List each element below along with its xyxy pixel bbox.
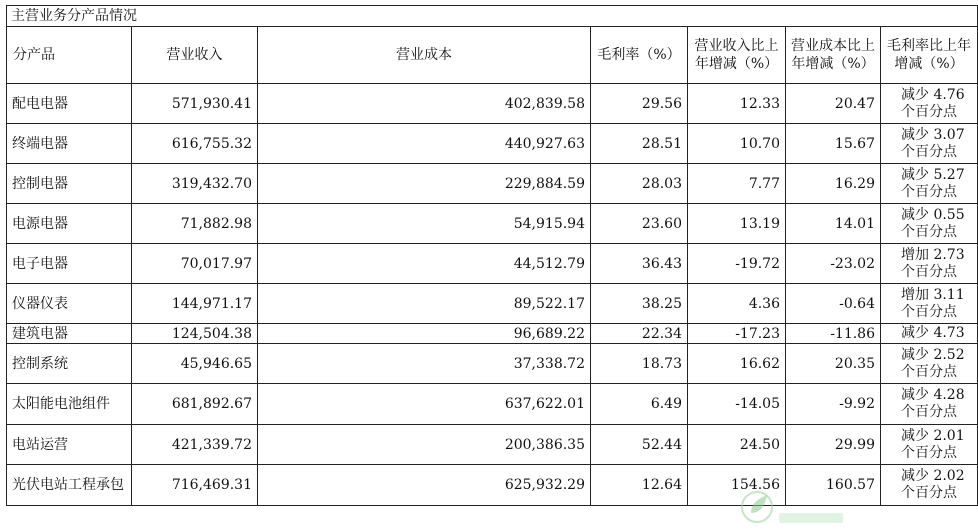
column-header: 营业收入比上年增减（%） [688, 27, 786, 84]
table-title: 主营业务分产品情况 [7, 6, 978, 27]
cost-change-cell: 14.01 [786, 204, 881, 244]
table-row [7, 164, 978, 204]
revenue-cell: 124,504.38 [132, 324, 258, 344]
cost-cell: 440,927.63 [258, 124, 591, 164]
margin-change-cell: 增加 2.73 个百分点 [881, 244, 978, 284]
table-row [7, 284, 978, 324]
margin-change-cell: 减少 2.01 个百分点 [881, 425, 978, 465]
table-row [7, 84, 978, 124]
revenue-cell: 45,946.65 [132, 344, 258, 384]
revenue-change-cell: 12.33 [688, 84, 786, 124]
product-revenue-table [6, 5, 978, 506]
column-header: 毛利率比上年增减（%） [881, 27, 978, 84]
margin-cell: 29.56 [591, 84, 688, 124]
table-row [7, 204, 978, 244]
table-row [7, 425, 978, 465]
product-cell: 控制电器 [7, 164, 132, 204]
cost-cell: 37,338.72 [258, 344, 591, 384]
margin-change-cell: 减少 0.55 个百分点 [881, 204, 978, 244]
product-cell: 终端电器 [7, 124, 132, 164]
revenue-change-cell: -17.23 [688, 324, 786, 344]
cost-change-cell: 16.29 [786, 164, 881, 204]
cost-change-cell: -11.86 [786, 324, 881, 344]
table-header-row [7, 27, 978, 84]
cost-cell: 89,522.17 [258, 284, 591, 324]
cost-change-cell: 20.47 [786, 84, 881, 124]
margin-change-cell: 减少 4.76 个百分点 [881, 84, 978, 124]
table-row [7, 244, 978, 284]
column-header: 营业成本比上年增减（%） [786, 27, 881, 84]
product-cell: 太阳能电池组件 [7, 384, 132, 425]
column-header: 营业收入 [132, 27, 258, 84]
cost-change-cell: -23.02 [786, 244, 881, 284]
column-header: 营业成本 [258, 27, 591, 84]
product-cell: 控制系统 [7, 344, 132, 384]
cost-change-cell: 160.57 [786, 465, 881, 506]
margin-cell: 28.03 [591, 164, 688, 204]
margin-change-cell: 减少 4.28 个百分点 [881, 384, 978, 425]
table-title-row [7, 6, 978, 27]
column-header: 分产品 [7, 27, 132, 84]
cost-change-cell: 29.99 [786, 425, 881, 465]
table-row [7, 465, 978, 506]
revenue-cell: 616,755.32 [132, 124, 258, 164]
revenue-change-cell: -19.72 [688, 244, 786, 284]
revenue-change-cell: 13.19 [688, 204, 786, 244]
margin-cell: 6.49 [591, 384, 688, 425]
revenue-cell: 144,971.17 [132, 284, 258, 324]
revenue-cell: 681,892.67 [132, 384, 258, 425]
product-revenue-table-container [6, 5, 972, 529]
cost-cell: 200,386.35 [258, 425, 591, 465]
margin-cell: 18.73 [591, 344, 688, 384]
cost-change-cell: -9.92 [786, 384, 881, 425]
revenue-cell: 716,469.31 [132, 465, 258, 506]
product-cell: 电站运营 [7, 425, 132, 465]
cost-cell: 54,915.94 [258, 204, 591, 244]
revenue-cell: 421,339.72 [132, 425, 258, 465]
cost-change-cell: 20.35 [786, 344, 881, 384]
margin-change-cell: 减少 4.73 [881, 324, 978, 344]
cost-cell: 625,932.29 [258, 465, 591, 506]
cost-cell: 96,689.22 [258, 324, 591, 344]
margin-cell: 52.44 [591, 425, 688, 465]
revenue-change-cell: 7.77 [688, 164, 786, 204]
margin-cell: 28.51 [591, 124, 688, 164]
revenue-change-cell: 16.62 [688, 344, 786, 384]
cost-change-cell: 15.67 [786, 124, 881, 164]
table-row [7, 324, 978, 344]
cost-cell: 229,884.59 [258, 164, 591, 204]
revenue-change-cell: 4.36 [688, 284, 786, 324]
product-cell: 电源电器 [7, 204, 132, 244]
margin-change-cell: 增加 3.11 个百分点 [881, 284, 978, 324]
revenue-change-cell: 10.70 [688, 124, 786, 164]
cost-cell: 44,512.79 [258, 244, 591, 284]
margin-cell: 12.64 [591, 465, 688, 506]
revenue-cell: 571,930.41 [132, 84, 258, 124]
margin-cell: 23.60 [591, 204, 688, 244]
margin-cell: 38.25 [591, 284, 688, 324]
cost-cell: 637,622.01 [258, 384, 591, 425]
margin-change-cell: 减少 2.52 个百分点 [881, 344, 978, 384]
margin-cell: 36.43 [591, 244, 688, 284]
table-row [7, 384, 978, 425]
product-cell: 配电电器 [7, 84, 132, 124]
table-row [7, 124, 978, 164]
revenue-cell: 71,882.98 [132, 204, 258, 244]
table-row [7, 344, 978, 384]
revenue-cell: 70,017.97 [132, 244, 258, 284]
cost-cell: 402,839.58 [258, 84, 591, 124]
product-cell: 光伏电站工程承包 [7, 465, 132, 506]
margin-change-cell: 减少 3.07 个百分点 [881, 124, 978, 164]
margin-cell: 22.34 [591, 324, 688, 344]
revenue-cell: 319,432.70 [132, 164, 258, 204]
product-cell: 电子电器 [7, 244, 132, 284]
revenue-change-cell: 24.50 [688, 425, 786, 465]
margin-change-cell: 减少 2.02 个百分点 [881, 465, 978, 506]
revenue-change-cell: 154.56 [688, 465, 786, 506]
column-header: 毛利率（%） [591, 27, 688, 84]
product-cell: 仪器仪表 [7, 284, 132, 324]
revenue-change-cell: -14.05 [688, 384, 786, 425]
margin-change-cell: 减少 5.27 个百分点 [881, 164, 978, 204]
table-body [7, 6, 978, 506]
product-cell: 建筑电器 [7, 324, 132, 344]
cost-change-cell: -0.64 [786, 284, 881, 324]
